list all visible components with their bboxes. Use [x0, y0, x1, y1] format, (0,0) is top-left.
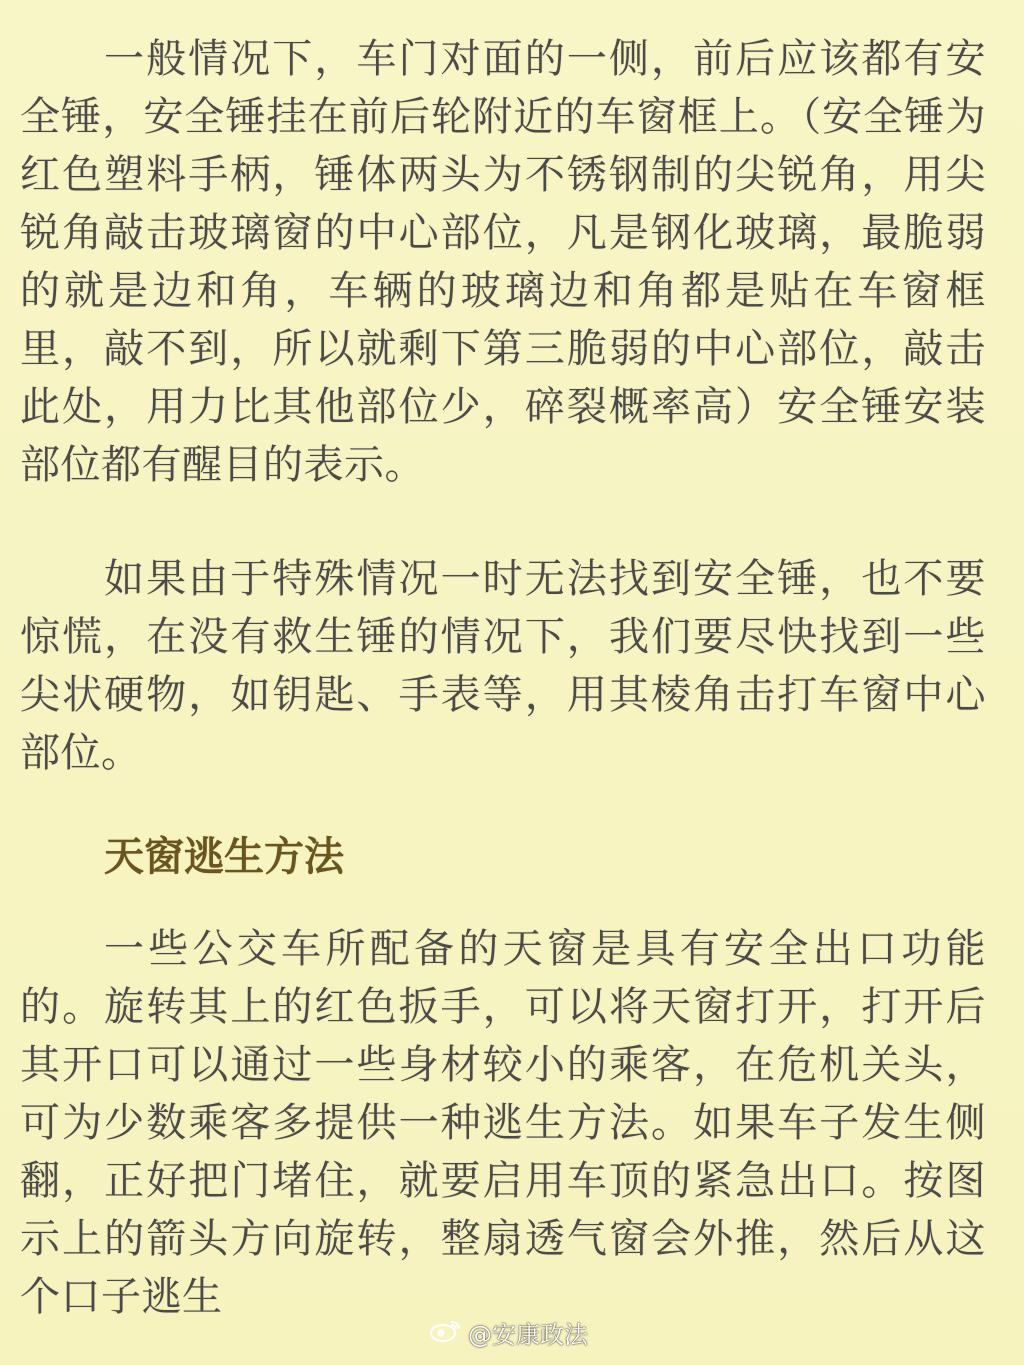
weibo-icon [428, 1318, 462, 1351]
section-heading-skylight: 天窗逃生方法 [104, 834, 344, 880]
paragraph-skylight-escape: 一些公交车所配备的天窗是具有安全出口功能的。旋转其上的红色扳手，可以将天窗打开，打开后其开口可以通过一些身材较小的乘客，在危机关头，可为少数乘客多提供一种逃生方法。如果车子发生侧翻，正好把门堵住，就要启用车顶的紧急出口。按图示上的箭头方向旋转，整扇透气窗会外推，然后从这个口子逃生 [20, 926, 986, 1320]
watermark [428, 1318, 588, 1351]
paragraph-no-hammer: 如果由于特殊情况一时无法找到安全锤，也不要惊慌，在没有救生锤的情况下，我们要尽快找到一些尖状硬物，如钥匙、手表等，用其棱角击打车窗中心部位。 [20, 556, 986, 776]
watermark-text: @安康政法 [468, 1320, 588, 1349]
paragraph-safety-hammer: 一般情况下，车门对面的一侧，前后应该都有安全锤，安全锤挂在前后轮附近的车窗框上。（安全锤为红色塑料手柄，锤体两头为不锈钢制的尖锐角，用尖锐角敲击玻璃窗的中心部位，凡是钢化玻璃，最脆弱的就是边和角，车辆的玻璃边和角都是贴在车窗框里，敲不到，所以就剩下第三脆弱的中心部位，敲击此处，用力比其他部位少，碎裂概率高）安全锤安装部位都有醒目的表示。 [20, 36, 986, 488]
